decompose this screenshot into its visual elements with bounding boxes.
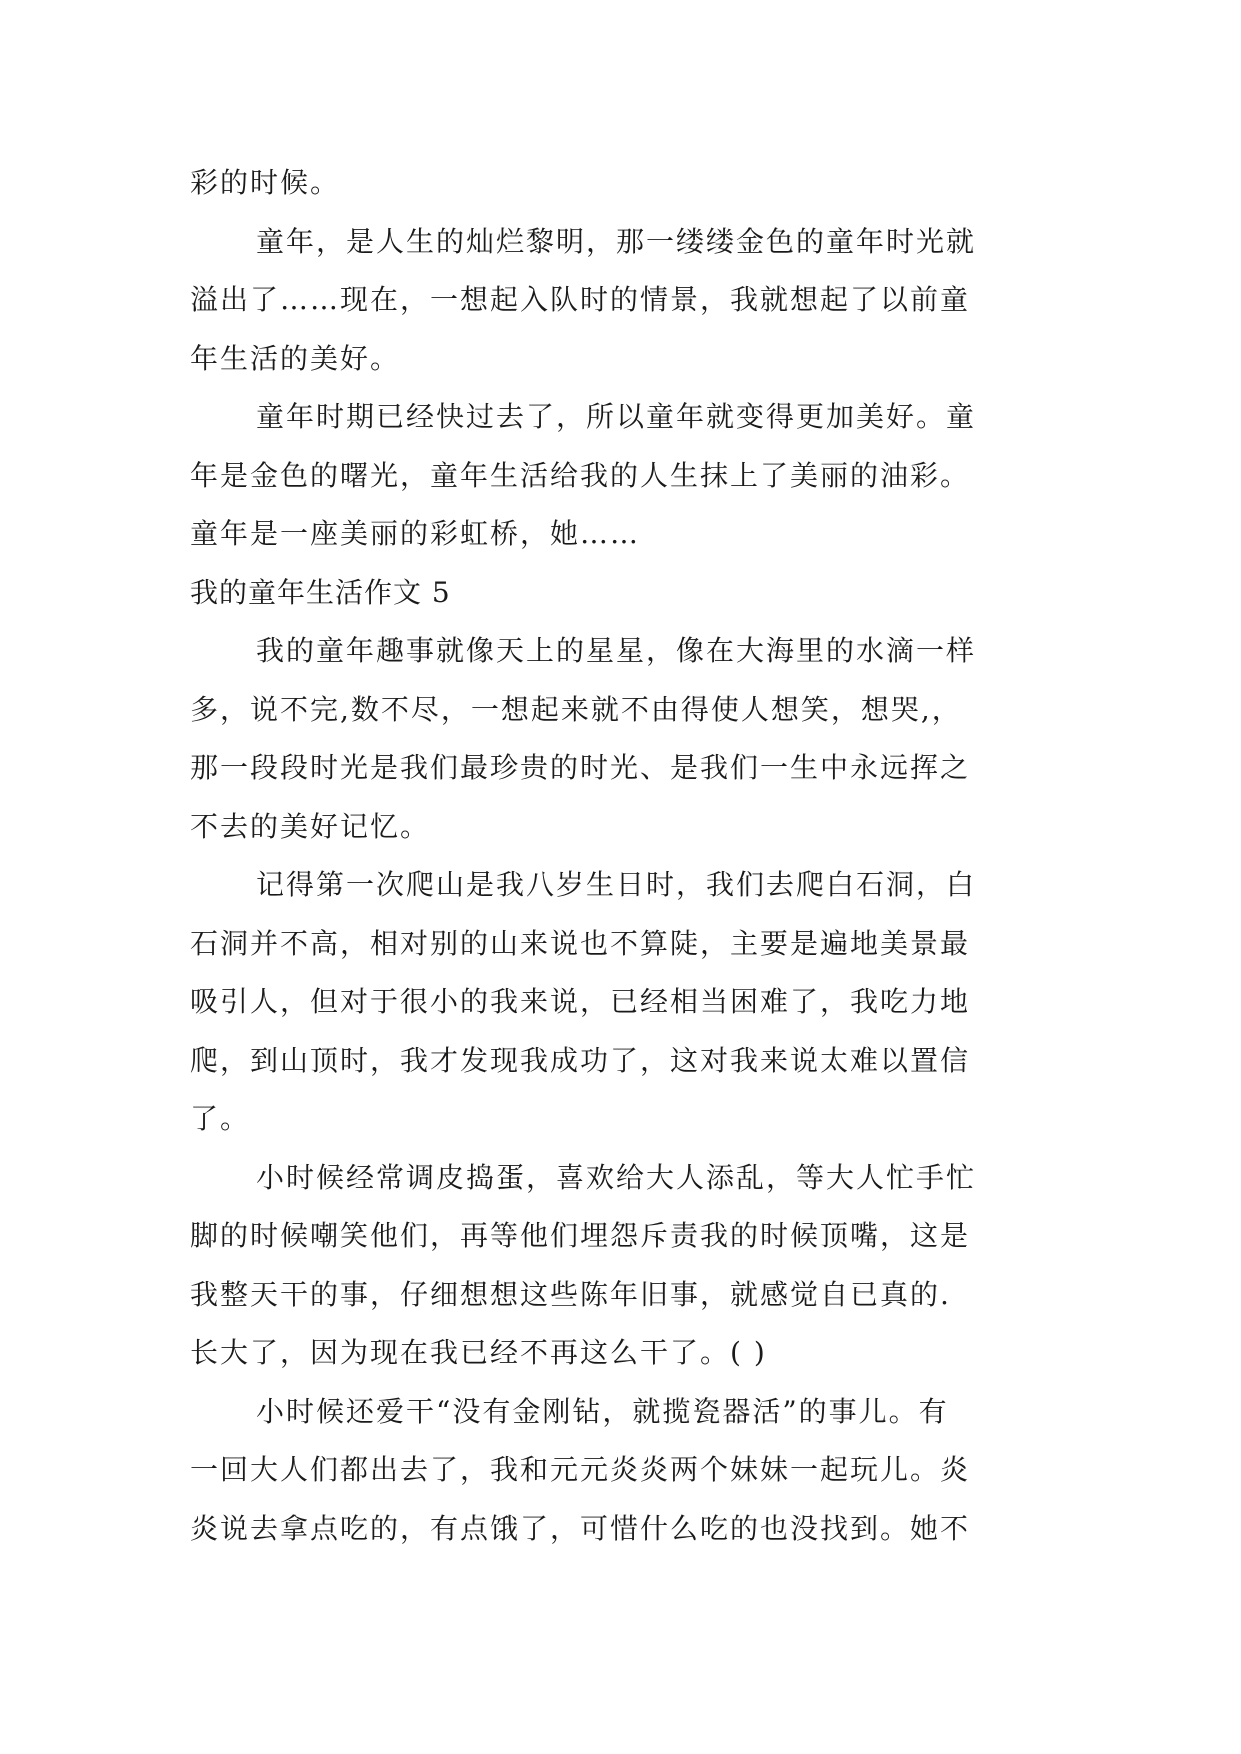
text-line: 炎说去拿点吃的，有点饿了，可惜什么吃的也没找到。她不	[190, 1511, 971, 1545]
text-line: 脚的时候嘲笑他们，再等他们埋怨斥责我的时候顶嘴，这是	[190, 1219, 971, 1252]
document-body	[190, 154, 1070, 1558]
text-line: 吸引人，但对于很小的我来说，已经相当困难了，我吃力地	[190, 985, 971, 1018]
text-line: 长大了，因为现在我已经不再这么干了。( )	[190, 1336, 767, 1369]
text-line: 小时候经常调皮捣蛋，喜欢给大人添乱，等大人忙手忙	[256, 1160, 977, 1194]
text-line: 童年，是人生的灿烂黎明，那一缕缕金色的童年时光就	[256, 224, 977, 258]
text-line: 一回大人们都出去了，我和元元炎炎两个妹妹一起玩儿。炎	[190, 1453, 971, 1486]
text-line: 年是金色的曙光，童年生活给我的人生抹上了美丽的油彩。	[190, 458, 971, 492]
text-line: 童年是一座美丽的彩虹桥，她……	[190, 517, 641, 550]
section-heading: 我的童年生活作文 5	[190, 575, 451, 609]
text-line: 不去的美好记忆。	[190, 809, 431, 843]
text-line: 溢出了……现在，一想起入队时的情景，我就想起了以前童	[190, 283, 971, 316]
text-line: 那一段段时光是我们最珍贵的时光、是我们一生中永远挥之	[190, 751, 971, 784]
text-line: 年生活的美好。	[190, 341, 401, 375]
text-line: 石洞并不高，相对别的山来说也不算陡，主要是遍地美景最	[190, 926, 971, 960]
text-line: 多，说不完,数不尽，一想起来就不由得使人想笑，想哭,，	[190, 692, 962, 726]
text-line: 记得第一次爬山是我八岁生日时，我们去爬白石洞，白	[256, 868, 977, 901]
text-line: 我的童年趣事就像天上的星星，像在大海里的水滴一样	[256, 634, 977, 667]
text-line: 童年时期已经快过去了，所以童年就变得更加美好。童	[256, 400, 977, 433]
text-line: 爬，到山顶时，我才发现我成功了，这对我来说太难以置信	[190, 1043, 971, 1077]
text-line: 了。	[190, 1102, 251, 1135]
text-line: 我整天干的事，仔细想想这些陈年旧事，就感觉自已真的.	[190, 1277, 951, 1311]
text-line: 小时候还爱干“没有金刚钻，就揽瓷器活”的事儿。有	[256, 1394, 949, 1428]
text-line: 彩的时候。	[190, 166, 341, 199]
